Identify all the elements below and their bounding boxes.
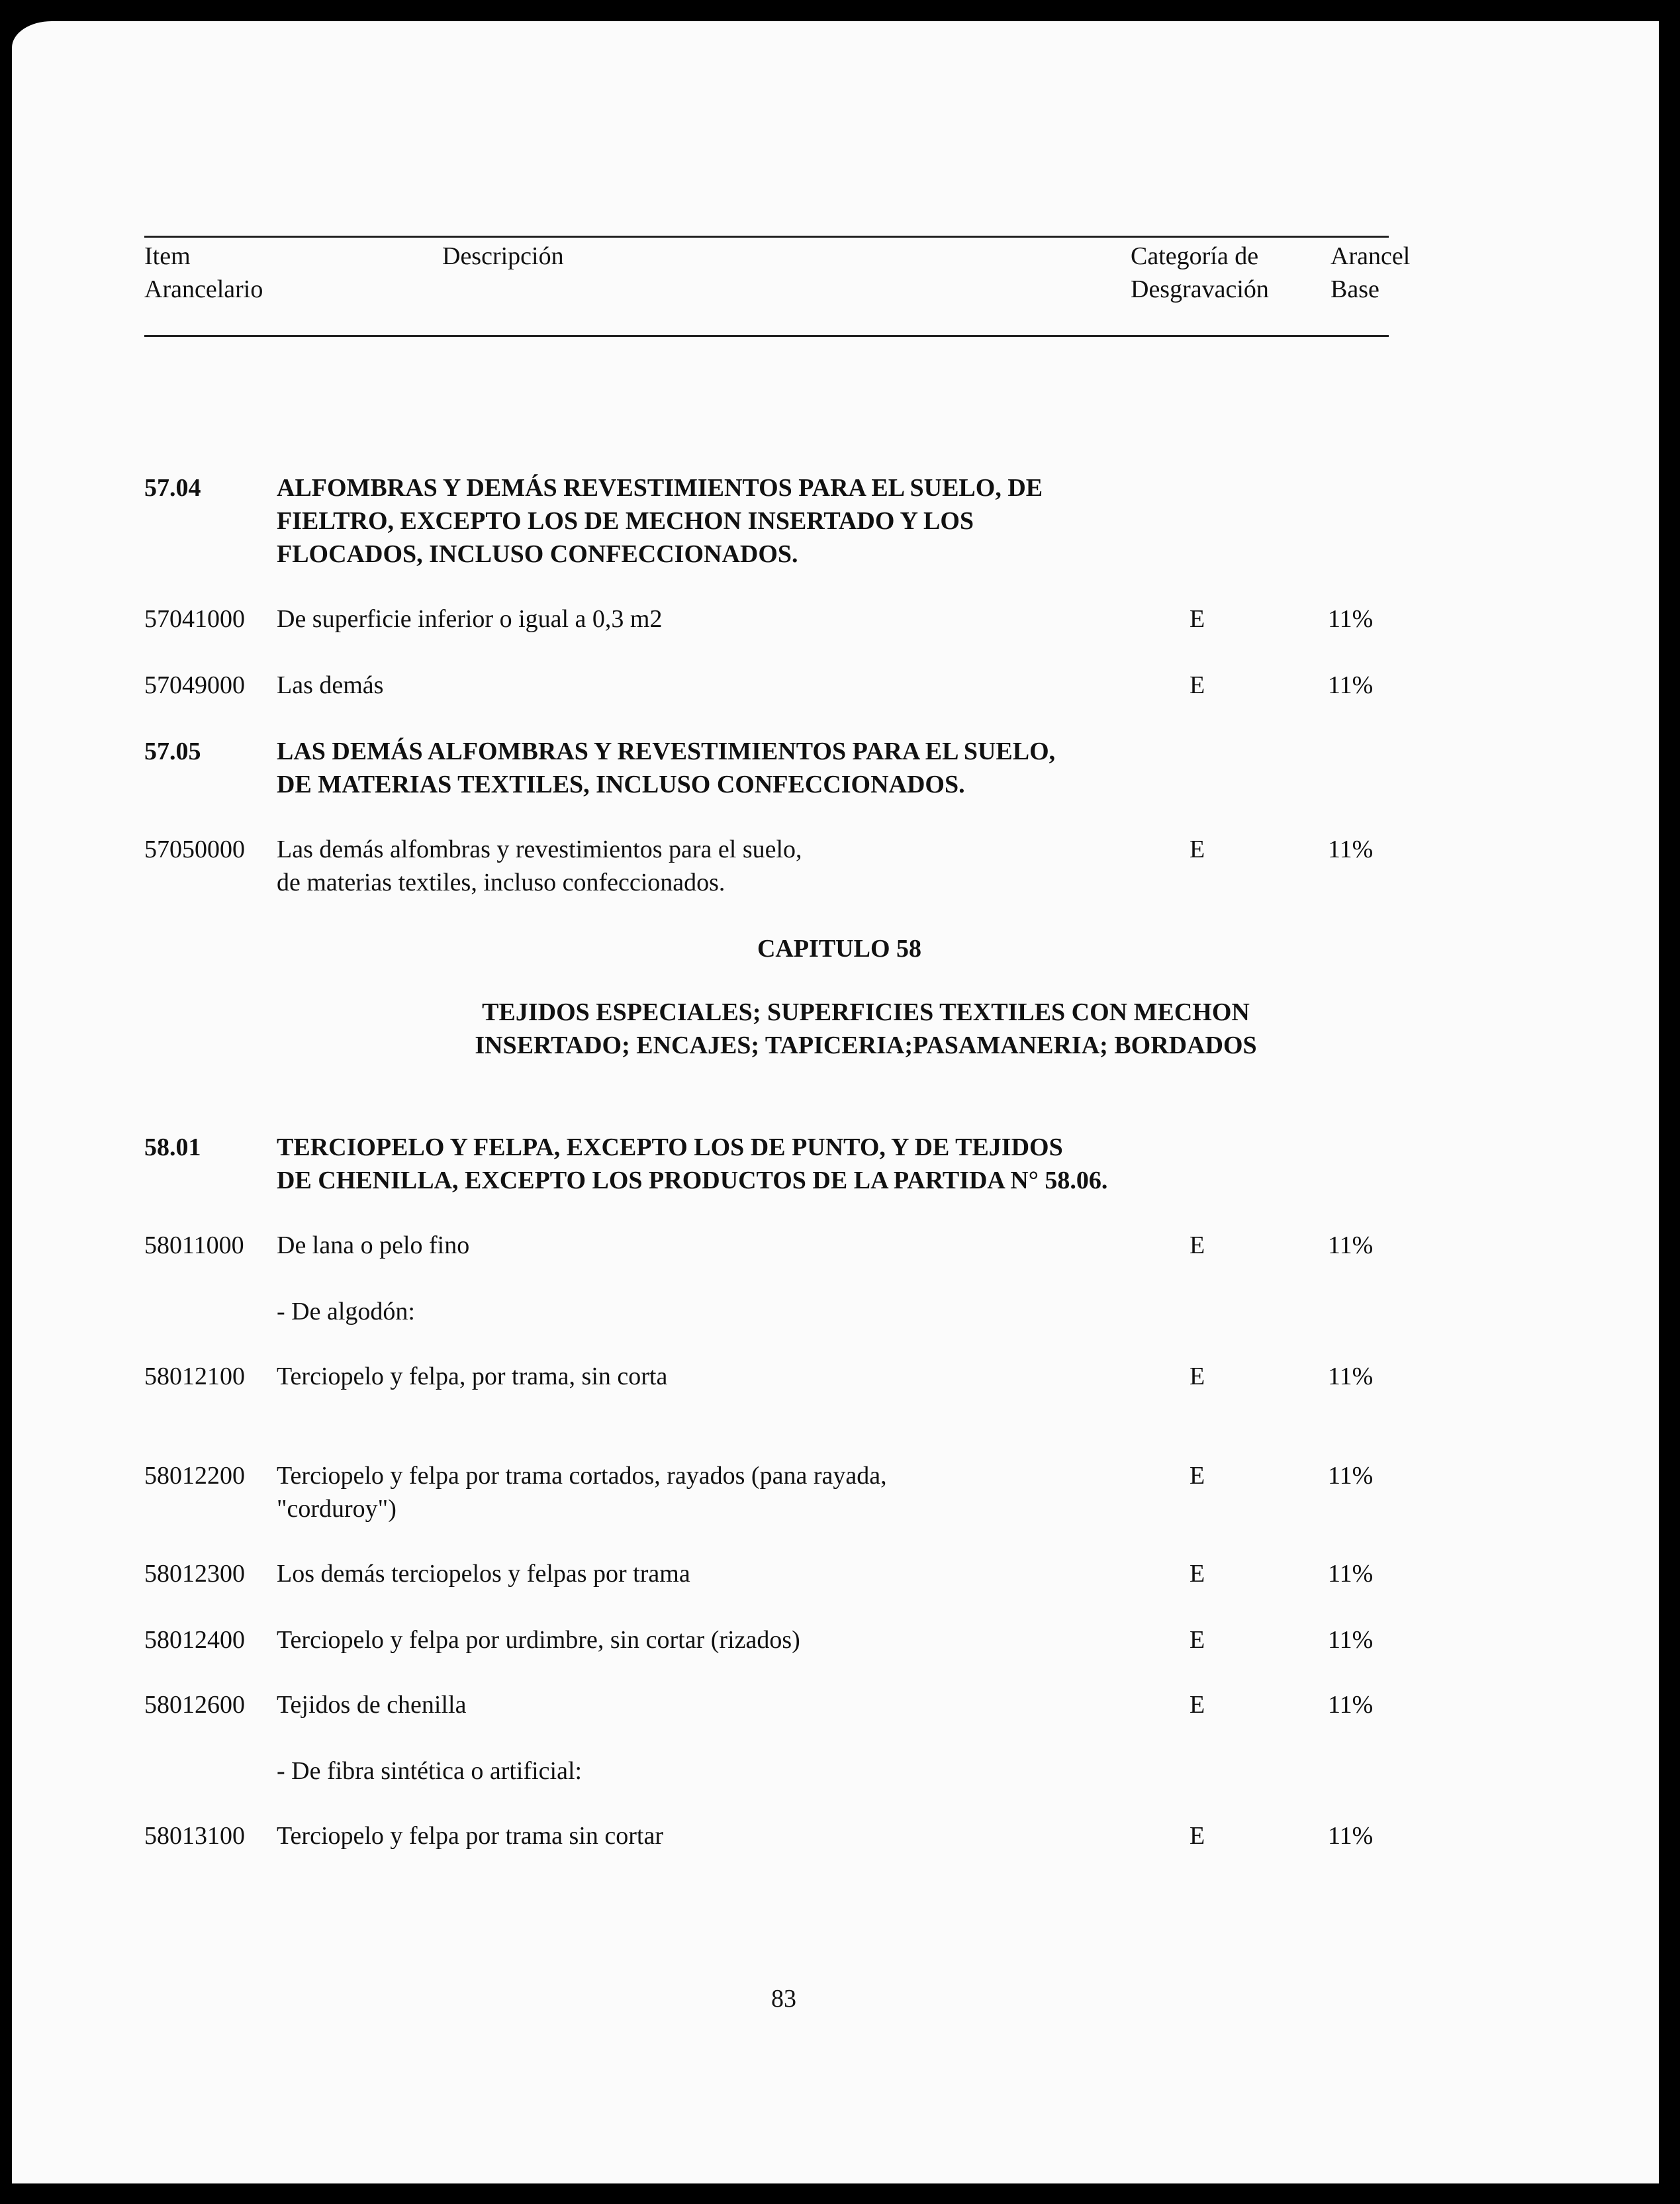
row-description: Tejidos de chenilla	[277, 1691, 467, 1719]
row-rate: 11%	[1328, 1363, 1374, 1390]
header-category: Categoría de Desgravación	[1131, 242, 1269, 303]
row-rate: 11%	[1328, 1231, 1374, 1259]
subgroup-label: - De algodón:	[277, 1298, 415, 1325]
row-code: 57050000	[144, 836, 245, 863]
row-code: 57049000	[144, 671, 245, 699]
row-description: Las demás	[277, 671, 384, 699]
row-category: E	[1190, 1231, 1205, 1259]
header-bottom-rule	[144, 335, 1389, 337]
row-description: ALFOMBRAS Y DEMÁS REVESTIMIENTOS PARA EL SUELO, DE FIELTRO, EXCEPTO LOS DE MECHON INSERTADO Y LOS FLOCADOS, INCLUSO CONFECCIONADOS.	[277, 474, 1043, 568]
row-description: Terciopelo y felpa, por trama, sin corta	[277, 1363, 668, 1390]
row-code: 58012400	[144, 1626, 245, 1654]
row-code: 58012200	[144, 1462, 245, 1490]
row-rate: 11%	[1328, 1462, 1374, 1490]
chapter-subtitle: TEJIDOS ESPECIALES; SUPERFICIES TEXTILES CON MECHON INSERTADO; ENCAJES; TAPICERIA;PASAMANERIA; BORDADOS	[475, 998, 1257, 1059]
row-rate: 11%	[1328, 1560, 1374, 1588]
row-code: 57041000	[144, 605, 245, 633]
row-rate: 11%	[1328, 1691, 1374, 1719]
row-rate: 11%	[1328, 836, 1374, 863]
row-description: TERCIOPELO Y FELPA, EXCEPTO LOS DE PUNTO, Y DE TEJIDOS DE CHENILLA, EXCEPTO LOS PRODUCTOS DE LA PARTIDA N° 58.06.	[277, 1133, 1108, 1194]
row-code: 58.01	[144, 1133, 201, 1161]
header-description: Descripción	[442, 242, 564, 270]
row-code: 57.05	[144, 738, 201, 765]
chapter-title: CAPITULO 58	[757, 935, 922, 963]
header-item: Item Arancelario	[144, 242, 263, 303]
row-description: De lana o pelo fino	[277, 1231, 470, 1259]
row-category: E	[1190, 1822, 1205, 1850]
row-rate: 11%	[1328, 1626, 1374, 1654]
row-category: E	[1190, 1363, 1205, 1390]
header-rate: Arancel Base	[1330, 242, 1411, 303]
row-rate: 11%	[1328, 605, 1374, 633]
row-category: E	[1190, 836, 1205, 863]
row-code: 58012100	[144, 1363, 245, 1390]
row-code: 58013100	[144, 1822, 245, 1850]
row-category: E	[1190, 1691, 1205, 1719]
row-code: 57.04	[144, 474, 201, 502]
row-code: 58012300	[144, 1560, 245, 1588]
page-number: 83	[771, 1985, 796, 2013]
row-description: LAS DEMÁS ALFOMBRAS Y REVESTIMIENTOS PARA EL SUELO, DE MATERIAS TEXTILES, INCLUSO CONFECCIONADOS.	[277, 738, 1056, 798]
row-code: 58012600	[144, 1691, 245, 1719]
subgroup-label: - De fibra sintética o artificial:	[277, 1757, 583, 1785]
row-category: E	[1190, 605, 1205, 633]
row-description: Terciopelo y felpa por trama cortados, rayados (pana rayada, "corduroy")	[277, 1462, 887, 1523]
row-category: E	[1190, 1560, 1205, 1588]
row-rate: 11%	[1328, 671, 1374, 699]
row-category: E	[1190, 1462, 1205, 1490]
row-category: E	[1190, 1626, 1205, 1654]
document-page	[12, 21, 1659, 2183]
row-description: De superficie inferior o igual a 0,3 m2	[277, 605, 663, 633]
row-description: Las demás alfombras y revestimientos para el suelo, de materias textiles, incluso confeccionados.	[277, 836, 802, 896]
row-rate: 11%	[1328, 1822, 1374, 1850]
row-description: Terciopelo y felpa por trama sin cortar	[277, 1822, 663, 1850]
header-top-rule	[144, 236, 1389, 238]
row-description: Terciopelo y felpa por urdimbre, sin cortar (rizados)	[277, 1626, 800, 1654]
row-category: E	[1190, 671, 1205, 699]
row-code: 58011000	[144, 1231, 244, 1259]
row-description: Los demás terciopelos y felpas por trama	[277, 1560, 690, 1588]
